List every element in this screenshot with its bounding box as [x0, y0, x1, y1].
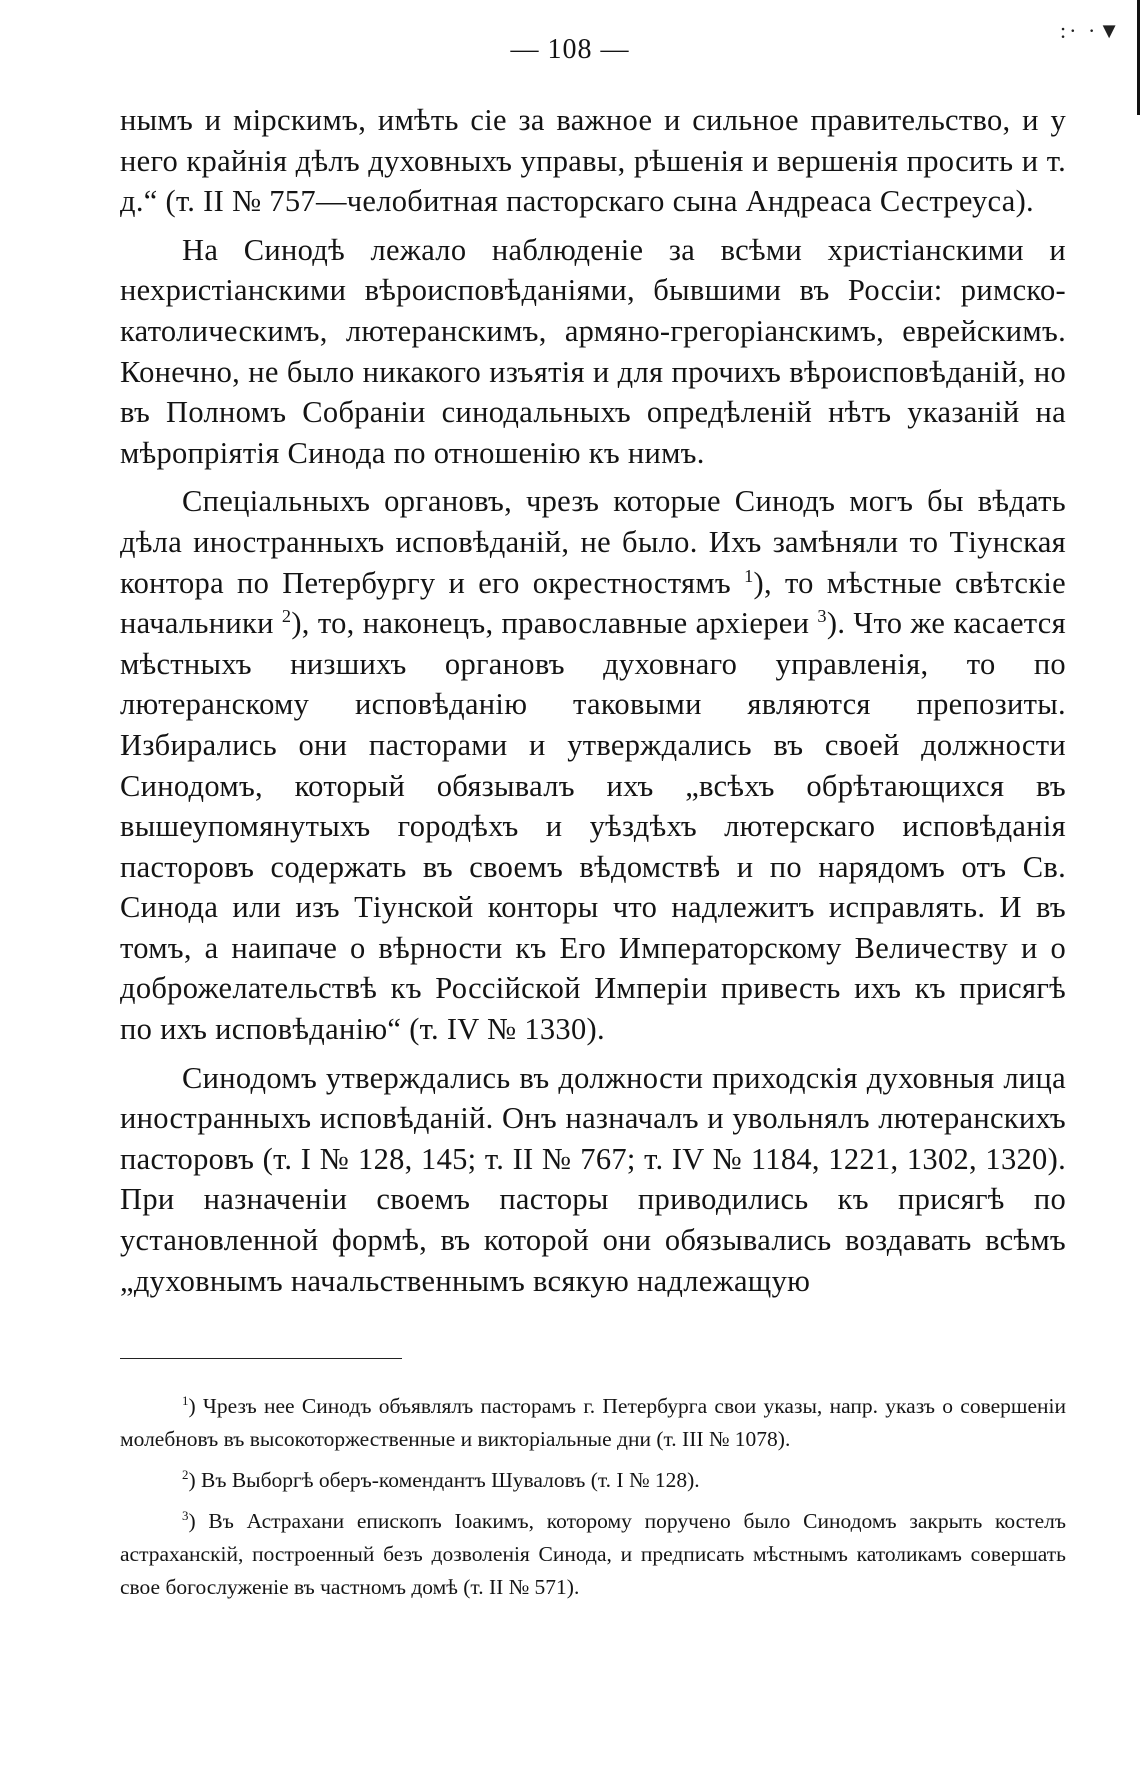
footnote-marker: 3: [182, 1508, 189, 1523]
paragraph-1: нымъ и мірскимъ, имѣть сіе за важное и сильное правительство, и у него крайнія дѣлъ духовныхъ управы, рѣшенія и вершенія просить и т. д.“ (т. II № 757—челобитная пасторскаго сына Андреаса Сестреуса).: [120, 103, 1066, 219]
footnote-text: ) Въ Астрахани епископъ Іоакимъ, которому поручено было Синодомъ закрыть костелъ астраханскій, построенный безъ дозволенія Синода, и предписать мѣстнымъ католикамъ совершать свое богослуженіе въ частномъ домѣ (т. II № 571).: [120, 1509, 1066, 1599]
paragraph-3-text-2: ), то мѣстные свѣтскіе начальники: [120, 565, 1066, 641]
paragraph-3-text-4: ). Что же касается мѣстныхъ низшихъ органовъ духовнаго управленія, то по лютеранскому исповѣданію таковыми являются препозиты. Избирались они пасторами и утверждались въ своей должности Синодомъ, который обязывалъ ихъ „всѣхъ обрѣтающихся въ вышеупомянутыхъ городѣхъ и уѣздѣхъ лютерскаго исповѣданія пасторовъ содержать въ своемъ вѣдомствѣ и по нарядомъ отъ Св. Синода или изъ Тіунской конторы что надлежитъ исправлять. И въ томъ, а наипаче о вѣрности къ Его Императорскому Величеству и о доброжелательствѣ къ Россійской Имперіи привесть ихъ къ присягѣ по ихъ исповѣданію“ (т. IV № 1330).: [120, 606, 1066, 1047]
paragraph-3-text-1: Спеціальныхъ органовъ, чрезъ которые Синодъ могъ бы вѣдать дѣла иностранныхъ исповѣданій, не было. Ихъ замѣняли то Тіунская контора по Петербургу и его окрестностямъ: [120, 484, 1066, 600]
paragraph-3-text-3: ), то, наконецъ, православные архіереи: [291, 606, 810, 641]
footnote-ref-3[interactable]: 3: [817, 605, 827, 626]
footnote-marker: 1: [182, 1393, 189, 1408]
footnote-1: [120, 1390, 1066, 1456]
main-text: [120, 100, 1066, 1309]
footnote-divider: [120, 1358, 402, 1359]
paragraph-4: Синодомъ утверждались въ должности приходскія духовныя лица иностранныхъ исповѣданій. Онъ назначалъ и увольнялъ лютеранскихъ пасторовъ (т. I № 128, 145; т. II № 767; т. IV № 1184, 1221, 1302, 1320). При назначеніи своемъ пасторы приводились къ присягѣ по установленной формѣ, въ которой они обязывались воздавать всѣмъ „духовнымъ начальственнымъ всякую надлежащую: [120, 1060, 1066, 1298]
footnote-ref-2[interactable]: 2: [281, 605, 292, 626]
footnote-ref-1[interactable]: 1: [744, 565, 754, 586]
page-number: — 108 —: [510, 34, 630, 65]
footnote-2: [120, 1464, 1066, 1497]
paragraph-2: На Синодѣ лежало наблюденіе за всѣми христіанскими и нехристіанскими вѣроисповѣданіями, бывшими въ Россіи: римско-католическимъ, лютеранскимъ, армяно-грегоріанскимъ, еврейскимъ. Конечно, не было никакого изъятія и для прочихъ вѣроисповѣданій, но въ Полномъ Собраніи синодальныхъ опредѣленій нѣтъ указаній на мѣропріятія Синода по отношенію къ нимъ.: [120, 232, 1066, 470]
footnote-text: ) Чрезъ нее Синодъ объявлялъ пасторамъ г. Петербурга свои указы, напр. указъ о совершеніи молебновъ въ высокоторжественные и викторіальные дни (т. III № 1078).: [120, 1394, 1066, 1451]
scan-mark: :· ·▼: [1060, 18, 1124, 43]
paragraph-3: [120, 481, 1066, 1049]
footnote-marker: 2: [182, 1467, 189, 1482]
footnote-3: [120, 1505, 1066, 1604]
footnote-text: ) Въ Выборгѣ оберъ-комендантъ Шуваловъ (т. I № 128).: [188, 1468, 700, 1492]
footnotes: [120, 1390, 1066, 1612]
